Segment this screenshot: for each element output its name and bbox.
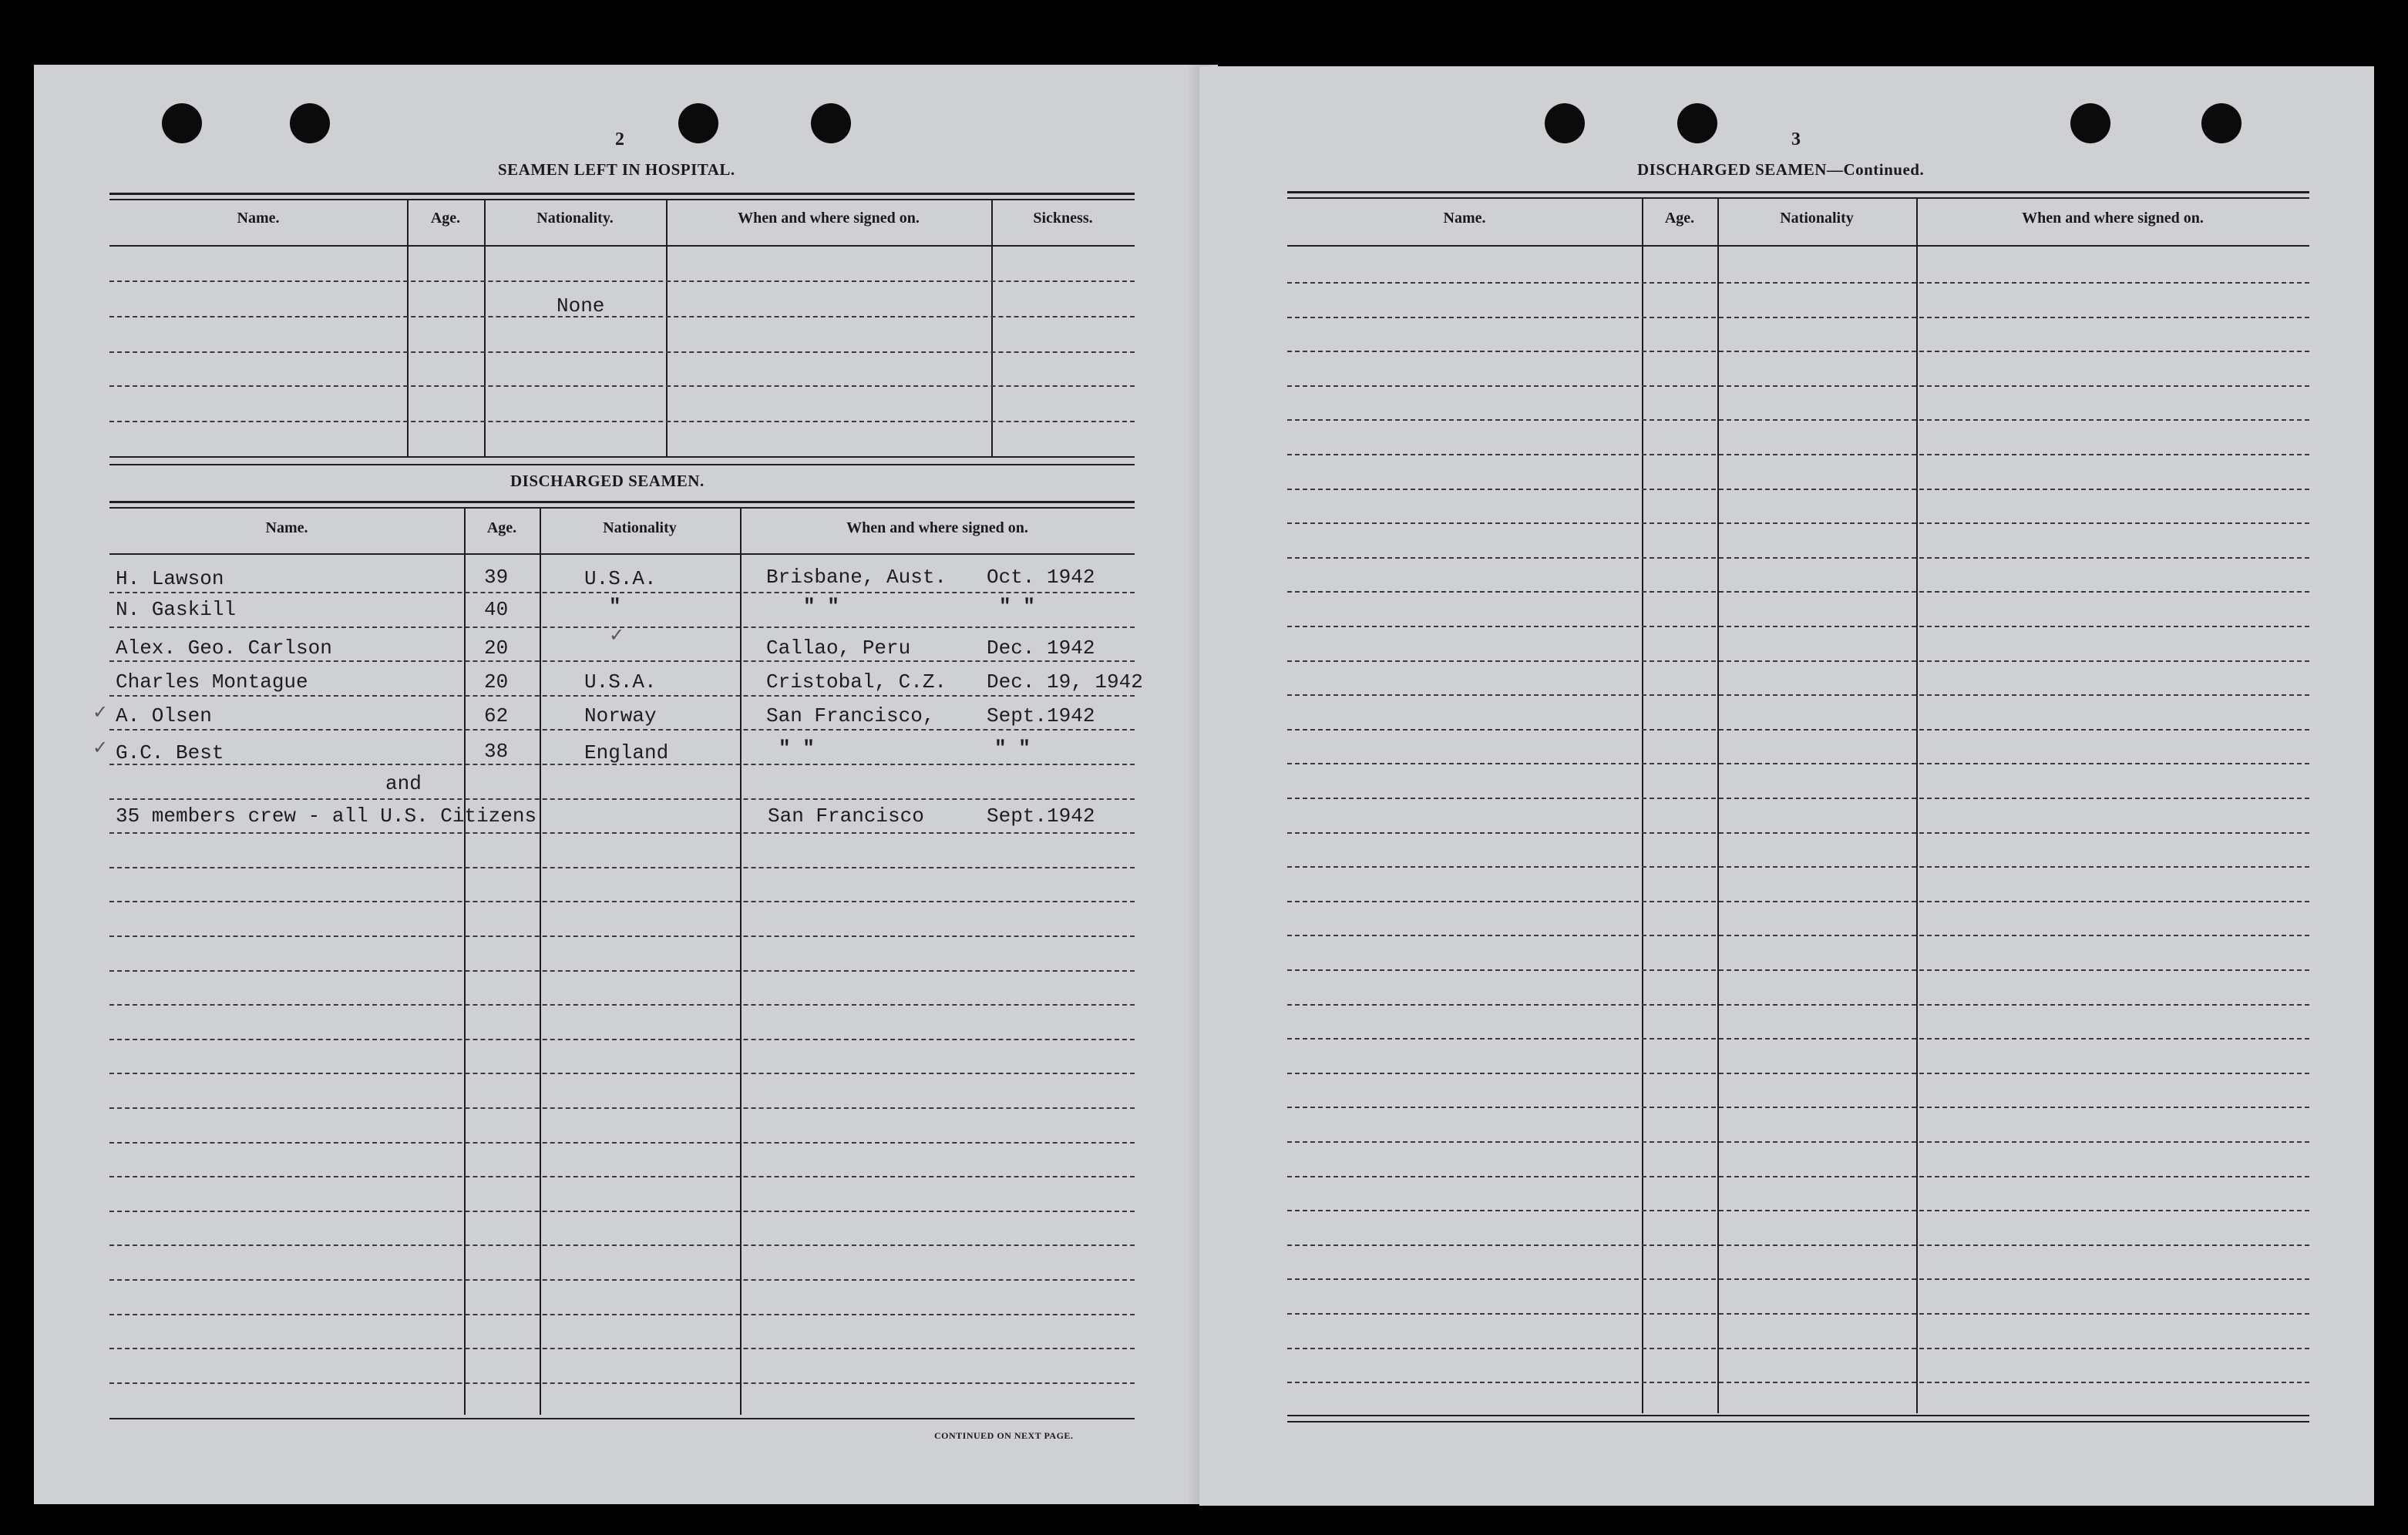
row-line <box>109 1211 1135 1212</box>
row-place: San Francisco, <box>766 704 935 727</box>
punch-hole <box>1677 103 1717 143</box>
row-line <box>1287 1107 2309 1108</box>
rule <box>109 501 1135 503</box>
row-age: 20 <box>484 670 509 694</box>
row-line <box>1287 969 2309 971</box>
punch-hole <box>1545 103 1585 143</box>
rule <box>109 193 1135 195</box>
row-line <box>1287 626 2309 627</box>
row-line <box>109 385 1135 387</box>
row-date: Sept.1942 <box>987 804 1095 828</box>
row-line <box>1287 1313 2309 1315</box>
punch-hole <box>162 103 202 143</box>
row-place: Callao, Peru <box>766 637 911 660</box>
discharged-col-age: Age. <box>486 519 517 536</box>
discharged-col-nationality: Nationality <box>603 519 677 536</box>
column-divider <box>1916 199 1918 1413</box>
row-line <box>1287 1278 2309 1280</box>
rule <box>1287 245 2309 247</box>
row-line <box>109 1176 1135 1177</box>
row-line <box>1287 935 2309 936</box>
column-divider <box>991 200 993 458</box>
row-line <box>109 1107 1135 1109</box>
punch-hole <box>2201 103 2242 143</box>
row-line <box>1287 1244 2309 1246</box>
punch-hole <box>678 103 718 143</box>
row-line <box>109 351 1135 353</box>
row-line <box>109 867 1135 868</box>
row-place: Cristobal, C.Z. <box>766 670 947 694</box>
row-age: 62 <box>484 704 509 727</box>
rule <box>109 507 1135 509</box>
page-number-left: 2 <box>615 129 624 149</box>
continued-col-signed-on: When and where signed on. <box>2022 210 2204 227</box>
row-line <box>109 1004 1135 1006</box>
row-line <box>1287 419 2309 421</box>
hospital-col-signed-on: When and where signed on. <box>738 210 920 227</box>
hospital-section-title: SEAMEN LEFT IN HOSPITAL. <box>498 160 735 179</box>
rule <box>1287 197 2309 199</box>
row-date: " " <box>999 595 1035 618</box>
rule <box>109 553 1135 555</box>
discharged-section-title: DISCHARGED SEAMEN. <box>510 472 705 490</box>
row-line <box>1287 1004 2309 1006</box>
row-nationality: England <box>584 741 669 764</box>
row-date: Oct. 1942 <box>987 566 1095 589</box>
row-line <box>109 832 1135 834</box>
hospital-col-sickness: Sickness. <box>1033 210 1093 227</box>
row-line <box>1287 729 2309 731</box>
rule <box>109 456 1135 458</box>
row-line <box>1287 1073 2309 1074</box>
row-line <box>109 1142 1135 1144</box>
continued-footer: CONTINUED ON NEXT PAGE. <box>934 1430 1074 1441</box>
row-line <box>1287 832 2309 834</box>
row-line <box>109 935 1135 937</box>
row-date: Sept.1942 <box>987 704 1095 727</box>
row-place: " " <box>803 595 839 618</box>
row-line <box>109 695 1135 697</box>
row-line <box>1287 557 2309 559</box>
row-line <box>109 660 1135 662</box>
row-line <box>1287 763 2309 764</box>
row-nationality: " <box>609 595 621 618</box>
row-line <box>109 1039 1135 1040</box>
row-line <box>1287 454 2309 455</box>
row-name: N. Gaskill <box>116 598 237 621</box>
rule <box>1287 191 2309 193</box>
row-line <box>1287 866 2309 868</box>
row-line <box>1287 1038 2309 1040</box>
continued-col-age: Age. <box>1664 210 1695 227</box>
rule <box>109 199 1135 200</box>
row-line <box>1287 1382 2309 1383</box>
punch-hole <box>290 103 330 143</box>
row-line <box>109 280 1135 282</box>
row-place: San Francisco <box>768 804 924 828</box>
column-divider <box>666 200 668 458</box>
rule <box>109 245 1135 247</box>
row-name: and <box>385 772 422 795</box>
punch-hole <box>2070 103 2110 143</box>
discharged-continued-title: DISCHARGED SEAMEN—Continued. <box>1637 160 1925 179</box>
row-name: H. Lawson <box>116 567 224 590</box>
row-line <box>1287 282 2309 284</box>
row-place: " " <box>779 737 815 760</box>
row-name: A. Olsen <box>116 704 212 727</box>
page-number-right: 3 <box>1791 129 1801 149</box>
discharged-col-name: Name. <box>265 519 308 536</box>
row-date: Dec. 1942 <box>987 637 1095 660</box>
row-line <box>109 1279 1135 1281</box>
row-line <box>1287 1141 2309 1143</box>
column-divider <box>1717 199 1719 1413</box>
check-mark: ✓ <box>609 624 625 646</box>
row-line <box>109 421 1135 422</box>
row-date: " " <box>994 737 1031 760</box>
row-nationality: U.S.A. <box>584 567 657 590</box>
row-age: 39 <box>484 566 509 589</box>
row-line <box>109 970 1135 972</box>
row-line <box>1287 798 2309 799</box>
rule <box>109 1418 1135 1419</box>
row-line <box>1287 351 2309 352</box>
row-line <box>1287 1210 2309 1211</box>
row-line <box>1287 694 2309 696</box>
hospital-col-age: Age. <box>430 210 461 227</box>
row-nationality: U.S.A. <box>584 670 657 694</box>
continued-col-name: Name. <box>1443 210 1486 227</box>
row-line <box>109 592 1135 593</box>
row-line <box>1287 317 2309 318</box>
row-line <box>109 1244 1135 1246</box>
row-line <box>109 1314 1135 1315</box>
row-age: 38 <box>484 740 509 763</box>
check-mark: ✓ <box>92 701 109 723</box>
punch-hole <box>811 103 851 143</box>
check-mark: ✓ <box>92 737 109 758</box>
column-divider <box>484 200 486 458</box>
discharged-col-signed-on: When and where signed on. <box>846 519 1028 536</box>
row-line <box>1287 1348 2309 1349</box>
row-place: Brisbane, Aust. <box>766 566 947 589</box>
row-age: 20 <box>484 637 509 660</box>
row-name: G.C. Best <box>116 741 224 764</box>
row-line <box>1287 901 2309 902</box>
row-age: 40 <box>484 598 509 621</box>
row-name: 35 members crew - all U.S. Citizens <box>116 804 537 828</box>
row-line <box>109 1382 1135 1384</box>
row-line <box>109 901 1135 902</box>
continued-col-nationality: Nationality <box>1780 210 1854 227</box>
row-line <box>109 1073 1135 1074</box>
hospital-col-nationality: Nationality. <box>536 210 614 227</box>
row-line <box>109 729 1135 731</box>
row-line <box>1287 522 2309 524</box>
row-line <box>109 798 1135 800</box>
row-line <box>1287 660 2309 662</box>
rule <box>1287 1415 2309 1416</box>
hospital-none-note: None <box>557 294 605 317</box>
row-line <box>1287 591 2309 593</box>
row-line <box>1287 385 2309 387</box>
row-name: Charles Montague <box>116 670 308 694</box>
row-line <box>1287 489 2309 490</box>
row-date: Dec. 19, 1942 <box>987 670 1143 694</box>
rule <box>1287 1421 2309 1422</box>
row-line <box>1287 1176 2309 1177</box>
rule <box>109 464 1135 465</box>
column-divider <box>1642 199 1643 1413</box>
row-line <box>109 316 1135 317</box>
row-nationality: Norway <box>584 704 657 727</box>
hospital-col-name: Name. <box>237 210 280 227</box>
column-divider <box>407 200 409 458</box>
row-name: Alex. Geo. Carlson <box>116 637 332 660</box>
row-line <box>109 1348 1135 1349</box>
